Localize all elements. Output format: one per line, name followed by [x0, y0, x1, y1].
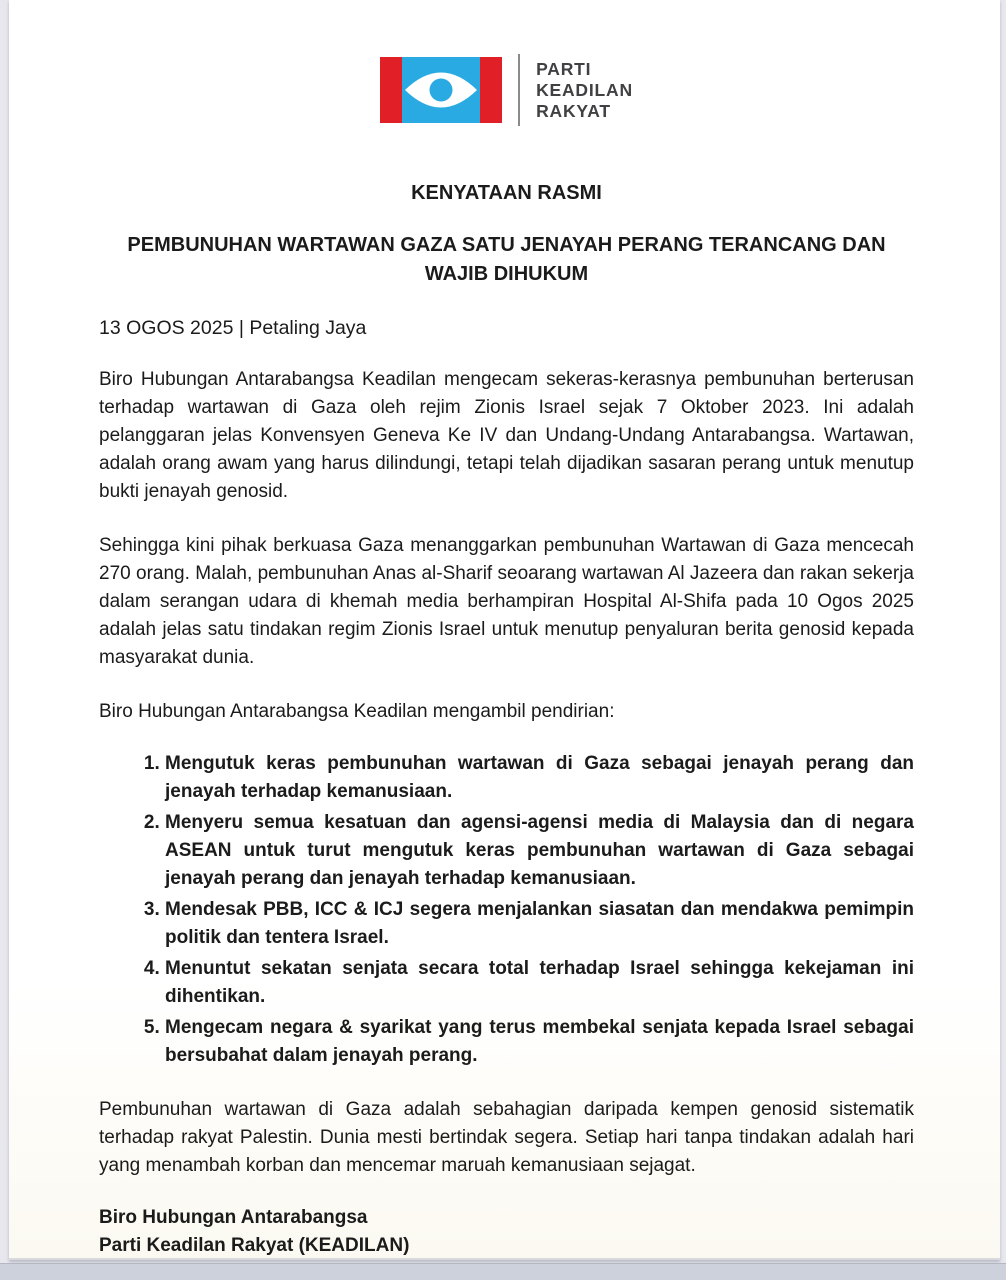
party-name: [536, 59, 633, 122]
statement-page: [9, 0, 1000, 1260]
position-item-5: 5. Mengecam negara & syarikat yang terus membekal senjata kepada Israel sebagai bersubahat dalam jenayah perang.: [165, 1014, 914, 1070]
photo-background-edge: [0, 1263, 1006, 1280]
position-item-2: 2. Menyeru semua kesatuan dan agensi-agensi media di Malaysia dan di negara ASEAN untuk turut mengutuk keras pembunuhan wartawan di Gaza sebagai jenayah perang dan jenayah terhadap kemanusiaan.: [165, 809, 914, 893]
signature-block: [99, 1204, 914, 1260]
position-item-3: 3. Mendesak PBB, ICC & ICJ segera menjalankan siasatan dan mendakwa pemimpin politik dan tentera Israel.: [165, 896, 914, 952]
positions-list: [99, 750, 914, 1070]
position-item-1: 1. Mengutuk keras pembunuhan wartawan di Gaza sebagai jenayah perang dan jenayah terhadap kemanusiaan.: [165, 750, 914, 806]
statement-title: PEMBUNUHAN WARTAWAN GAZA SATU JENAYAH PERANG TERANCANG DAN WAJIB DIHUKUM: [127, 234, 886, 285]
signature-bureau: Biro Hubungan Antarabangsa: [99, 1207, 368, 1228]
party-name-line: PARTI: [536, 58, 592, 79]
party-logo: [99, 54, 914, 126]
signature-party: Parti Keadilan Rakyat (KEADILAN): [99, 1235, 410, 1256]
closing-paragraph: Pembunuhan wartawan di Gaza adalah sebahagian daripada kempen genosid sistematik terhadap rakyat Palestin. Dunia mesti bertindak segera. Setiap hari tanpa tindakan adalah hari yang menambah korban dan mencemar maruah kemanusiaan sejagat.: [99, 1099, 914, 1176]
party-name-line: RAKYAT: [536, 100, 611, 121]
paragraph-casualties: Sehingga kini pihak berkuasa Gaza menanggarkan pembunuhan Wartawan di Gaza mencecah 270 orang. Malah, pembunuhan Anas al-Sharif seoarang wartawan Al Jazeera dan rakan sekerja dalam serangan udara di khemah media berhampiran Hospital Al-Shifa pada 10 Ogos 2025 adalah jelas satu tindakan regim Zionis Israel untuk menutup penyaluran berita genosid kepada masyarakat dunia.: [99, 535, 914, 668]
dateline: 13 OGOS 2025 | Petaling Jaya: [99, 317, 367, 339]
logo-divider: [518, 54, 520, 126]
positions-intro: Biro Hubungan Antarabangsa Keadilan mengambil pendirian:: [99, 701, 615, 722]
position-item-4: 4. Menuntut sekatan senjata secara total terhadap Israel sehingga kekejaman ini dihentikan.: [165, 955, 914, 1011]
pkr-eye-flag-icon: [380, 57, 502, 123]
paragraph-condemnation: Biro Hubungan Antarabangsa Keadilan mengecam sekeras-kerasnya pembunuhan berterusan terhadap wartawan di Gaza oleh rejim Zionis Israel sejak 7 Oktober 2023. Ini adalah pelanggaran jelas Konvensyen Geneva Ke IV dan Undang-Undang Antarabangsa. Wartawan, adalah orang awam yang harus dilindungi, tetapi telah dijadikan sasaran perang untuk menutup bukti jenayah genosid.: [99, 369, 914, 502]
statement-heading: KENYATAAN RASMI: [411, 182, 602, 204]
party-name-line: KEADILAN: [536, 79, 633, 100]
